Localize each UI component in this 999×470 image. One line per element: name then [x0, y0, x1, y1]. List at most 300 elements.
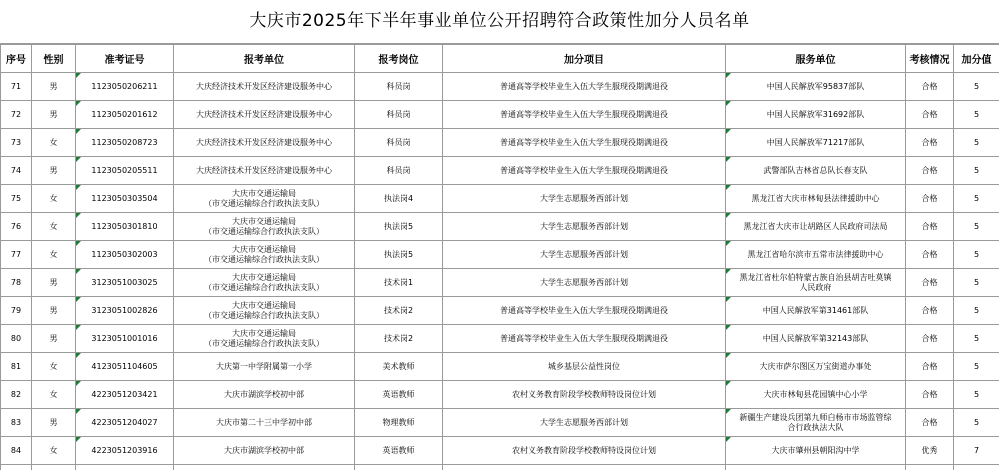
cell-service[interactable]: [726, 269, 906, 297]
cell-sex-text: 女: [49, 137, 58, 147]
empty-cell[interactable]: [355, 465, 443, 470]
cell-unit[interactable]: [174, 381, 355, 409]
cell-score-text: 5: [973, 305, 980, 315]
cell-unit-line: （市交通运输综合行政执法支队）: [204, 226, 324, 236]
cell-sex-text: 男: [49, 277, 58, 287]
cell-item[interactable]: [443, 325, 726, 353]
cell-assess[interactable]: [906, 157, 954, 185]
empty-cell[interactable]: [174, 465, 355, 470]
cell-comment-marker: [726, 409, 731, 414]
cell-item-text: 普通高等学校毕业生入伍大学生服现役期满退役: [500, 109, 668, 119]
cell-exam-id[interactable]: [76, 381, 174, 409]
cell-exam-id-text: 1123050208723: [91, 137, 158, 147]
cell-exam-id[interactable]: [76, 101, 174, 129]
cell-score[interactable]: [954, 185, 999, 213]
cell-sex[interactable]: [32, 213, 76, 241]
cell-assess-text: 合格: [921, 389, 938, 399]
cell-comment-marker: [76, 353, 81, 358]
cell-comment-marker: [726, 129, 731, 134]
cell-service-line: 中国人民解放军第31461部队: [762, 305, 869, 315]
cell-score[interactable]: [954, 409, 999, 437]
cell-assess-text: 合格: [921, 277, 938, 287]
cell-no[interactable]: [1, 73, 32, 101]
cell-service-line: 中国人民解放军31692部队: [766, 109, 865, 119]
cell-item[interactable]: [443, 381, 726, 409]
header-cell-no[interactable]: 序号: [1, 45, 32, 73]
table-row: [1, 269, 999, 297]
cell-service-line: 中国人民解放军95837部队: [766, 81, 865, 91]
cell-score[interactable]: [954, 241, 999, 269]
cell-exam-id[interactable]: [76, 129, 174, 157]
cell-unit-line: 大庆市交通运输局: [232, 244, 296, 254]
cell-score[interactable]: [954, 269, 999, 297]
table-row: [1, 297, 999, 325]
cell-comment-marker: [76, 269, 81, 274]
header-cell-sex[interactable]: 性别: [32, 45, 76, 73]
cell-item-text: 普通高等学校毕业生入伍大学生服现役期满退役: [500, 333, 668, 343]
cell-sex-text: 男: [49, 109, 58, 119]
cell-score[interactable]: [954, 213, 999, 241]
cell-exam-id-text: 3123051001016: [91, 333, 158, 343]
cell-exam-id-text: 4223051203916: [91, 445, 158, 455]
cell-exam-id[interactable]: [76, 325, 174, 353]
cell-assess[interactable]: [906, 73, 954, 101]
cell-item[interactable]: [443, 213, 726, 241]
cell-unit-line: 大庆市第二十三中学初中部: [216, 417, 312, 427]
empty-cell[interactable]: [443, 465, 726, 470]
empty-cell[interactable]: [954, 465, 999, 470]
cell-service[interactable]: [726, 325, 906, 353]
cell-no-text: 76: [10, 221, 22, 231]
cell-service-line: 新疆生产建设兵团第九师白杨市市场监管综: [739, 412, 892, 422]
table-row: [1, 381, 999, 409]
cell-sex[interactable]: [32, 437, 76, 465]
cell-unit-line: （市交通运输综合行政执法支队）: [204, 310, 324, 320]
cell-assess-text: 合格: [921, 109, 938, 119]
cell-score-text: 7: [973, 445, 980, 455]
cell-exam-id[interactable]: [76, 241, 174, 269]
cell-unit[interactable]: [174, 129, 355, 157]
cell-assess-text: 合格: [921, 193, 938, 203]
cell-sex-text: 女: [49, 361, 58, 371]
cell-sex[interactable]: [32, 241, 76, 269]
cell-assess[interactable]: [906, 325, 954, 353]
cell-item-text: 大学生志愿服务西部计划: [540, 221, 628, 231]
cell-unit[interactable]: [174, 297, 355, 325]
header-cell-post[interactable]: 报考岗位: [355, 45, 443, 73]
cell-service[interactable]: [726, 241, 906, 269]
cell-no[interactable]: [1, 101, 32, 129]
cell-unit[interactable]: [174, 213, 355, 241]
cell-score-text: 5: [973, 193, 980, 203]
cell-unit[interactable]: [174, 325, 355, 353]
cell-exam-id[interactable]: [76, 437, 174, 465]
cell-sex[interactable]: [32, 129, 76, 157]
cell-unit[interactable]: [174, 437, 355, 465]
cell-unit[interactable]: [174, 241, 355, 269]
cell-item-text: 农村义务教育阶段学校教师特设岗位计划: [512, 389, 656, 399]
empty-cell[interactable]: [1, 465, 32, 470]
cell-service[interactable]: [726, 297, 906, 325]
cell-assess[interactable]: [906, 185, 954, 213]
cell-item-text: 农村义务教育阶段学校教师特设岗位计划: [512, 445, 656, 455]
table-row: [1, 101, 999, 129]
table-row: [1, 437, 999, 465]
cell-service[interactable]: [726, 157, 906, 185]
cell-unit-line: 大庆市交通运输局: [232, 188, 296, 198]
cell-exam-id-text: 1123050301810: [91, 221, 158, 231]
table-row: [1, 241, 999, 269]
cell-no[interactable]: [1, 185, 32, 213]
cell-item-text: 普通高等学校毕业生入伍大学生服现役期满退役: [500, 81, 668, 91]
cell-post[interactable]: [355, 437, 443, 465]
cell-score[interactable]: [954, 157, 999, 185]
cell-post[interactable]: [355, 409, 443, 437]
cell-exam-id-text: 3123051002826: [91, 305, 158, 315]
cell-assess[interactable]: [906, 241, 954, 269]
cell-unit[interactable]: [174, 409, 355, 437]
cell-post[interactable]: [355, 213, 443, 241]
cell-score[interactable]: [954, 353, 999, 381]
table-row: [1, 157, 999, 185]
cell-score-text: 5: [973, 249, 980, 259]
cell-sex[interactable]: [32, 325, 76, 353]
cell-sex[interactable]: [32, 101, 76, 129]
cell-post[interactable]: [355, 73, 443, 101]
cell-comment-marker: [726, 381, 731, 386]
cell-score-text: 5: [973, 333, 980, 343]
cell-unit[interactable]: [174, 73, 355, 101]
cell-post-text: 技术岗2: [383, 305, 414, 315]
cell-service-line: 武警部队吉林省总队长春支队: [763, 165, 868, 175]
cell-service-line: 黑龙江省哈尔滨市五常市法律援助中心: [747, 249, 884, 259]
cell-comment-marker: [726, 297, 731, 302]
cell-assess-text: 合格: [921, 305, 938, 315]
cell-service-line: 人民政府: [799, 282, 832, 292]
cell-unit-line: 大庆第一中学附属第一小学: [216, 361, 312, 371]
cell-service[interactable]: [726, 129, 906, 157]
header-cell-score[interactable]: 加分值: [954, 45, 999, 73]
cell-item-text: 普通高等学校毕业生入伍大学生服现役期满退役: [500, 137, 668, 147]
cell-score-text: 5: [973, 361, 980, 371]
cell-no[interactable]: [1, 325, 32, 353]
cell-exam-id[interactable]: [76, 185, 174, 213]
cell-assess-text: 合格: [921, 249, 938, 259]
header-cell-service[interactable]: 服务单位: [726, 45, 906, 73]
cell-item[interactable]: [443, 185, 726, 213]
cell-post-text: 英语教师: [382, 445, 415, 455]
cell-score-text: 5: [973, 165, 980, 175]
cell-comment-marker: [726, 325, 731, 330]
cell-no-text: 82: [10, 389, 22, 399]
cell-sex[interactable]: [32, 157, 76, 185]
cell-assess-text: 合格: [921, 417, 938, 427]
cell-score[interactable]: [954, 297, 999, 325]
cell-score[interactable]: [954, 101, 999, 129]
cell-assess[interactable]: [906, 353, 954, 381]
cell-exam-id[interactable]: [76, 213, 174, 241]
header-row: [1, 45, 999, 73]
cell-assess[interactable]: [906, 101, 954, 129]
cell-no[interactable]: [1, 437, 32, 465]
cell-post[interactable]: [355, 353, 443, 381]
cell-item[interactable]: [443, 437, 726, 465]
cell-item[interactable]: [443, 353, 726, 381]
cell-assess[interactable]: [906, 437, 954, 465]
cell-service[interactable]: [726, 381, 906, 409]
cell-comment-marker: [76, 73, 81, 78]
cell-sex-text: 女: [49, 249, 58, 259]
cell-no-text: 78: [10, 277, 22, 287]
cell-post-text: 物理教师: [382, 417, 415, 427]
cell-unit-line: 大庆经济技术开发区经济建设服务中心: [196, 165, 332, 175]
cell-unit-line: 大庆市交通运输局: [232, 216, 296, 226]
header-cell-assess[interactable]: 考核情况: [906, 45, 954, 73]
cell-assess-text: 合格: [921, 333, 938, 343]
cell-assess[interactable]: [906, 269, 954, 297]
cell-comment-marker: [76, 241, 81, 246]
empty-cell[interactable]: [32, 465, 76, 470]
cell-sex[interactable]: [32, 297, 76, 325]
cell-comment-marker: [76, 157, 81, 162]
table-row: [1, 409, 999, 437]
cell-comment-marker: [76, 325, 81, 330]
cell-assess[interactable]: [906, 129, 954, 157]
cell-no-text: 84: [10, 445, 22, 455]
cell-service-line: 黑龙江省杜尔伯特蒙古族自治县胡吉吐莫镇: [739, 272, 892, 282]
cell-comment-marker: [726, 213, 731, 218]
cell-post-text: 技术岗2: [383, 333, 414, 343]
cell-comment-marker: [76, 437, 81, 442]
cell-post[interactable]: [355, 241, 443, 269]
cell-unit[interactable]: [174, 101, 355, 129]
cell-no-text: 83: [10, 417, 22, 427]
cell-score[interactable]: [954, 129, 999, 157]
cell-service[interactable]: [726, 409, 906, 437]
cell-post[interactable]: [355, 381, 443, 409]
table-row-partial: [1, 465, 999, 470]
cell-post-text: 执法岗4: [383, 193, 414, 203]
cell-assess[interactable]: [906, 409, 954, 437]
cell-exam-id-text: 4223051204027: [91, 417, 158, 427]
cell-post[interactable]: [355, 185, 443, 213]
cell-comment-marker: [76, 297, 81, 302]
cell-sex-text: 女: [49, 193, 58, 203]
cell-item-text: 大学生志愿服务西部计划: [540, 417, 628, 427]
header-cell-unit[interactable]: 报考单位: [174, 45, 355, 73]
cell-sex-text: 女: [49, 389, 58, 399]
cell-unit-line: （市交通运输综合行政执法支队）: [204, 254, 324, 264]
header-cell-item[interactable]: 加分项目: [443, 45, 726, 73]
cell-unit-line: 大庆市湖滨学校初中部: [224, 445, 304, 455]
cell-sex-text: 男: [49, 165, 58, 175]
cell-item[interactable]: [443, 241, 726, 269]
cell-no[interactable]: [1, 353, 32, 381]
cell-unit-line: 大庆市交通运输局: [232, 300, 296, 310]
cell-exam-id-text: 4223051203421: [91, 389, 158, 399]
cell-sex[interactable]: [32, 381, 76, 409]
cell-exam-id-text: 1123050201612: [91, 109, 158, 119]
cell-sex-text: 女: [49, 221, 58, 231]
cell-score-text: 5: [973, 221, 980, 231]
cell-exam-id[interactable]: [76, 409, 174, 437]
cell-item-text: 大学生志愿服务西部计划: [540, 193, 628, 203]
cell-comment-marker: [726, 269, 731, 274]
cell-no-text: 79: [10, 305, 22, 315]
cell-service[interactable]: [726, 437, 906, 465]
cell-exam-id[interactable]: [76, 73, 174, 101]
cell-score[interactable]: [954, 325, 999, 353]
cell-unit[interactable]: [174, 269, 355, 297]
cell-no[interactable]: [1, 297, 32, 325]
cell-service-line: 黑龙江省大庆市林甸县法律援助中心: [751, 193, 880, 203]
cell-assess-text: 优秀: [921, 445, 938, 455]
cell-comment-marker: [726, 185, 731, 190]
cell-comment-marker: [726, 353, 731, 358]
cell-unit-line: 大庆市交通运输局: [232, 328, 296, 338]
cell-post[interactable]: [355, 297, 443, 325]
cell-exam-id-text: 1123050206211: [91, 81, 158, 91]
table-body: [1, 73, 999, 470]
header-cell-exam-id[interactable]: 准考证号: [76, 45, 174, 73]
cell-score-text: 5: [973, 417, 980, 427]
cell-no-text: 75: [10, 193, 22, 203]
cell-assess[interactable]: [906, 213, 954, 241]
cell-comment-marker: [726, 241, 731, 246]
cell-score-text: 5: [973, 277, 980, 287]
cell-service[interactable]: [726, 73, 906, 101]
cell-post[interactable]: [355, 269, 443, 297]
table-row: [1, 73, 999, 101]
table-row: [1, 353, 999, 381]
cell-assess[interactable]: [906, 381, 954, 409]
cell-score-text: 5: [973, 389, 980, 399]
cell-service[interactable]: [726, 101, 906, 129]
table-row: [1, 129, 999, 157]
cell-post-text: 执法岗5: [383, 221, 414, 231]
cell-no-text: 81: [10, 361, 22, 371]
cell-no[interactable]: [1, 241, 32, 269]
cell-post[interactable]: [355, 157, 443, 185]
cell-sex[interactable]: [32, 269, 76, 297]
cell-comment-marker: [726, 157, 731, 162]
cell-service-line: 黑龙江省大庆市让胡路区人民政府司法局: [743, 221, 888, 231]
cell-item[interactable]: [443, 297, 726, 325]
cell-no[interactable]: [1, 381, 32, 409]
cell-no-text: 73: [10, 137, 22, 147]
cell-unit[interactable]: [174, 185, 355, 213]
cell-sex[interactable]: [32, 409, 76, 437]
cell-unit[interactable]: [174, 157, 355, 185]
cell-sex-text: 男: [49, 333, 58, 343]
cell-comment-marker: [76, 185, 81, 190]
cell-item[interactable]: [443, 129, 726, 157]
cell-sex[interactable]: [32, 185, 76, 213]
cell-sex[interactable]: [32, 73, 76, 101]
cell-sex[interactable]: [32, 353, 76, 381]
cell-exam-id[interactable]: [76, 269, 174, 297]
cell-unit[interactable]: [174, 353, 355, 381]
cell-item[interactable]: [443, 157, 726, 185]
table-row: [1, 325, 999, 353]
cell-unit-line: 大庆经济技术开发区经济建设服务中心: [196, 109, 332, 119]
empty-cell[interactable]: [906, 465, 954, 470]
cell-score-text: 5: [973, 137, 980, 147]
cell-assess-text: 合格: [921, 165, 938, 175]
cell-sex-text: 男: [49, 417, 58, 427]
cell-sex-text: 女: [49, 445, 58, 455]
cell-no[interactable]: [1, 213, 32, 241]
cell-assess-text: 合格: [921, 137, 938, 147]
cell-score[interactable]: [954, 381, 999, 409]
cell-exam-id[interactable]: [76, 157, 174, 185]
cell-no-text: 77: [10, 249, 22, 259]
cell-post[interactable]: [355, 101, 443, 129]
cell-comment-marker: [76, 409, 81, 414]
cell-item[interactable]: [443, 409, 726, 437]
cell-score[interactable]: [954, 437, 999, 465]
cell-no[interactable]: [1, 157, 32, 185]
table-row: [1, 213, 999, 241]
cell-service-line: 大庆市林甸县花园镇中心小学: [763, 389, 868, 399]
cell-comment-marker: [76, 101, 81, 106]
table-row: [1, 185, 999, 213]
empty-cell[interactable]: [76, 465, 174, 470]
cell-post-text: 科员岗: [386, 165, 411, 175]
cell-service-line: 中国人民解放军71217部队: [766, 137, 865, 147]
cell-item-text: 大学生志愿服务西部计划: [540, 249, 628, 259]
cell-item[interactable]: [443, 101, 726, 129]
cell-unit-line: 大庆市湖滨学校初中部: [224, 389, 304, 399]
cell-post-text: 英语教师: [382, 389, 415, 399]
cell-assess[interactable]: [906, 297, 954, 325]
cell-post-text: 执法岗5: [383, 249, 414, 259]
cell-service[interactable]: [726, 213, 906, 241]
cell-no-text: 72: [10, 109, 22, 119]
cell-comment-marker: [76, 129, 81, 134]
cell-service[interactable]: [726, 353, 906, 381]
cell-service[interactable]: [726, 185, 906, 213]
cell-post[interactable]: [355, 129, 443, 157]
cell-no[interactable]: [1, 409, 32, 437]
cell-assess-text: 合格: [921, 221, 938, 231]
cell-unit-line: 大庆经济技术开发区经济建设服务中心: [196, 81, 332, 91]
bonus-points-table: [0, 44, 999, 470]
cell-service-line: 大庆市萨尔图区万宝街道办事处: [759, 361, 872, 371]
cell-comment-marker: [726, 101, 731, 106]
cell-no-text: 71: [10, 81, 22, 91]
page-title: 大庆市2025年下半年事业单位公开招聘符合政策性加分人员名单: [0, 0, 999, 44]
empty-cell[interactable]: [726, 465, 906, 470]
cell-comment-marker: [726, 73, 731, 78]
cell-exam-id-text: 1123050205511: [91, 165, 158, 175]
cell-exam-id-text: 3123051003025: [91, 277, 158, 287]
cell-exam-id[interactable]: [76, 353, 174, 381]
cell-score-text: 5: [973, 109, 980, 119]
cell-assess-text: 合格: [921, 361, 938, 371]
cell-service-line: 合行政执法大队: [787, 422, 844, 432]
cell-no[interactable]: [1, 129, 32, 157]
cell-score[interactable]: [954, 73, 999, 101]
cell-item[interactable]: [443, 269, 726, 297]
cell-item[interactable]: [443, 73, 726, 101]
cell-no[interactable]: [1, 269, 32, 297]
cell-exam-id[interactable]: [76, 297, 174, 325]
cell-comment-marker: [76, 381, 81, 386]
cell-unit-line: （市交通运输综合行政执法支队）: [204, 198, 324, 208]
cell-post[interactable]: [355, 325, 443, 353]
cell-service-line: 大庆市肇州县朝阳沟中学: [771, 445, 860, 455]
